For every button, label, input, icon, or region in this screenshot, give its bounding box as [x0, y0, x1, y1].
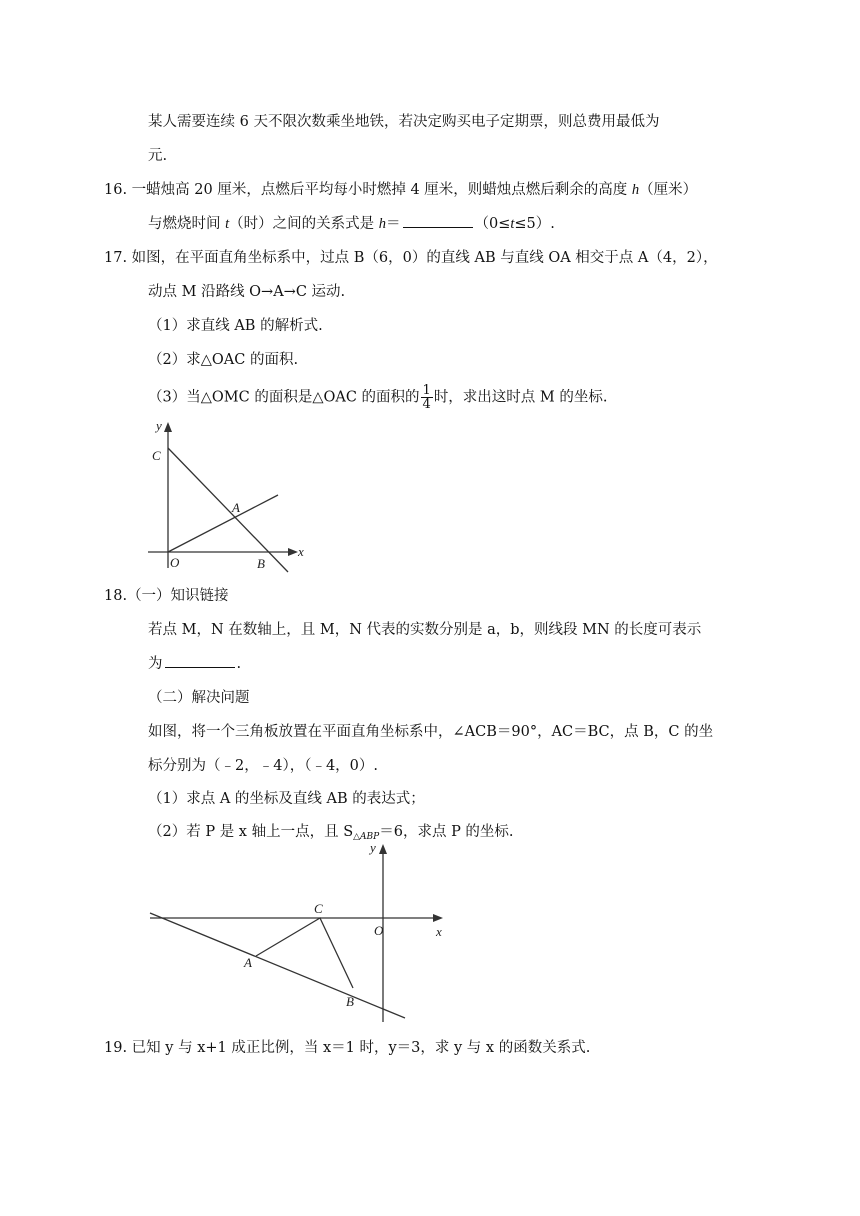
q17-part3: （3）当△OMC 的面积是△OAC 的面积的 $\frac{1}{4}$ 时，求出这时点 M 的坐标. — [148, 383, 608, 412]
q18-section1: 18.（一）知识链接 — [104, 588, 229, 604]
q18-line4: 标分别为（﹣2，﹣4），（﹣4，0）. — [148, 758, 379, 774]
triangle-ruler — [256, 918, 353, 988]
q18-part2: （2）若 P 是 x 轴上一点，且 $S_{\triangle ABP}=6$，求点 P 的坐标. — [148, 824, 514, 842]
q18-label-b: B — [346, 994, 354, 1009]
line-ab — [150, 913, 405, 1018]
q17-figure — [140, 418, 310, 578]
line-oa — [168, 495, 278, 552]
q19-line1: 19. 已知 y 与 x+1 成正比例，当 x＝1 时，y＝3，求 y 与 x 的函数关系式. — [104, 1040, 591, 1056]
q18-number: 18. — [104, 588, 128, 604]
q17-label-x: x — [298, 544, 304, 559]
q18-label-y: y — [370, 840, 376, 855]
q18-label-a: A — [244, 955, 252, 970]
q15-line1: 某人需要连续 6 天不限次数乘坐地铁，若决定购买电子定期票，则总费用最低为 — [148, 114, 660, 130]
q18-line3: 如图，将一个三角板放置在平面直角坐标系中，∠ACB＝90°，AC＝BC，点 B，C 的坐 — [148, 724, 714, 740]
q17-label-a: A — [232, 500, 240, 515]
line-ab — [168, 448, 288, 572]
q18-line1: 若点 M，N 在数轴上，且 M，N 代表的实数分别是 a，b，则线段 MN 的长度可表示 — [148, 622, 702, 638]
q18-label-c: C — [314, 901, 323, 916]
q19-number: 19. — [104, 1040, 128, 1056]
q16-answer-blank — [403, 213, 473, 228]
q17-label-y: y — [156, 418, 162, 433]
q18-label-x: x — [436, 924, 442, 939]
q15-line2: 元. — [148, 148, 168, 164]
q18-figure — [145, 840, 455, 1025]
q17-line1: 17. 如图，在平面直角坐标系中，过点 B（6，0）的直线 AB 与直线 OA 相交于点 A（4，2）， — [104, 250, 718, 266]
q16-line1: 16. 一蜡烛高 20 厘米，点燃后平均每小时燃掉 4 厘米，则蜡烛点燃后剩余的高度 h（厘米） — [104, 182, 698, 198]
q16-number: 16. — [104, 182, 128, 198]
q18-label-o: O — [374, 923, 384, 938]
q17-part2: （2）求△OAC 的面积. — [148, 352, 299, 368]
q17-part1: （1）求直线 AB 的解析式. — [148, 318, 323, 334]
q18-part1: （1）求点 A 的坐标及直线 AB 的表达式； — [148, 791, 425, 807]
q17-label-o: O — [170, 555, 180, 570]
q18-answer-blank — [165, 653, 235, 668]
q17-line2: 动点 M 沿路线 O→A→C 运动. — [148, 284, 346, 300]
fraction-one-quarter: $\frac{1}{4}$ — [422, 383, 431, 412]
q16-line2: 与燃烧时间 t（时）之间的关系式是 h＝ （0≤t≤5）. — [148, 213, 555, 234]
q18-section2: （二）解决问题 — [148, 690, 250, 706]
q17-label-b: B — [257, 556, 265, 571]
q17-label-c: C — [152, 448, 161, 463]
q18-line2: 为 . — [148, 653, 241, 674]
q17-number: 17. — [104, 250, 128, 266]
